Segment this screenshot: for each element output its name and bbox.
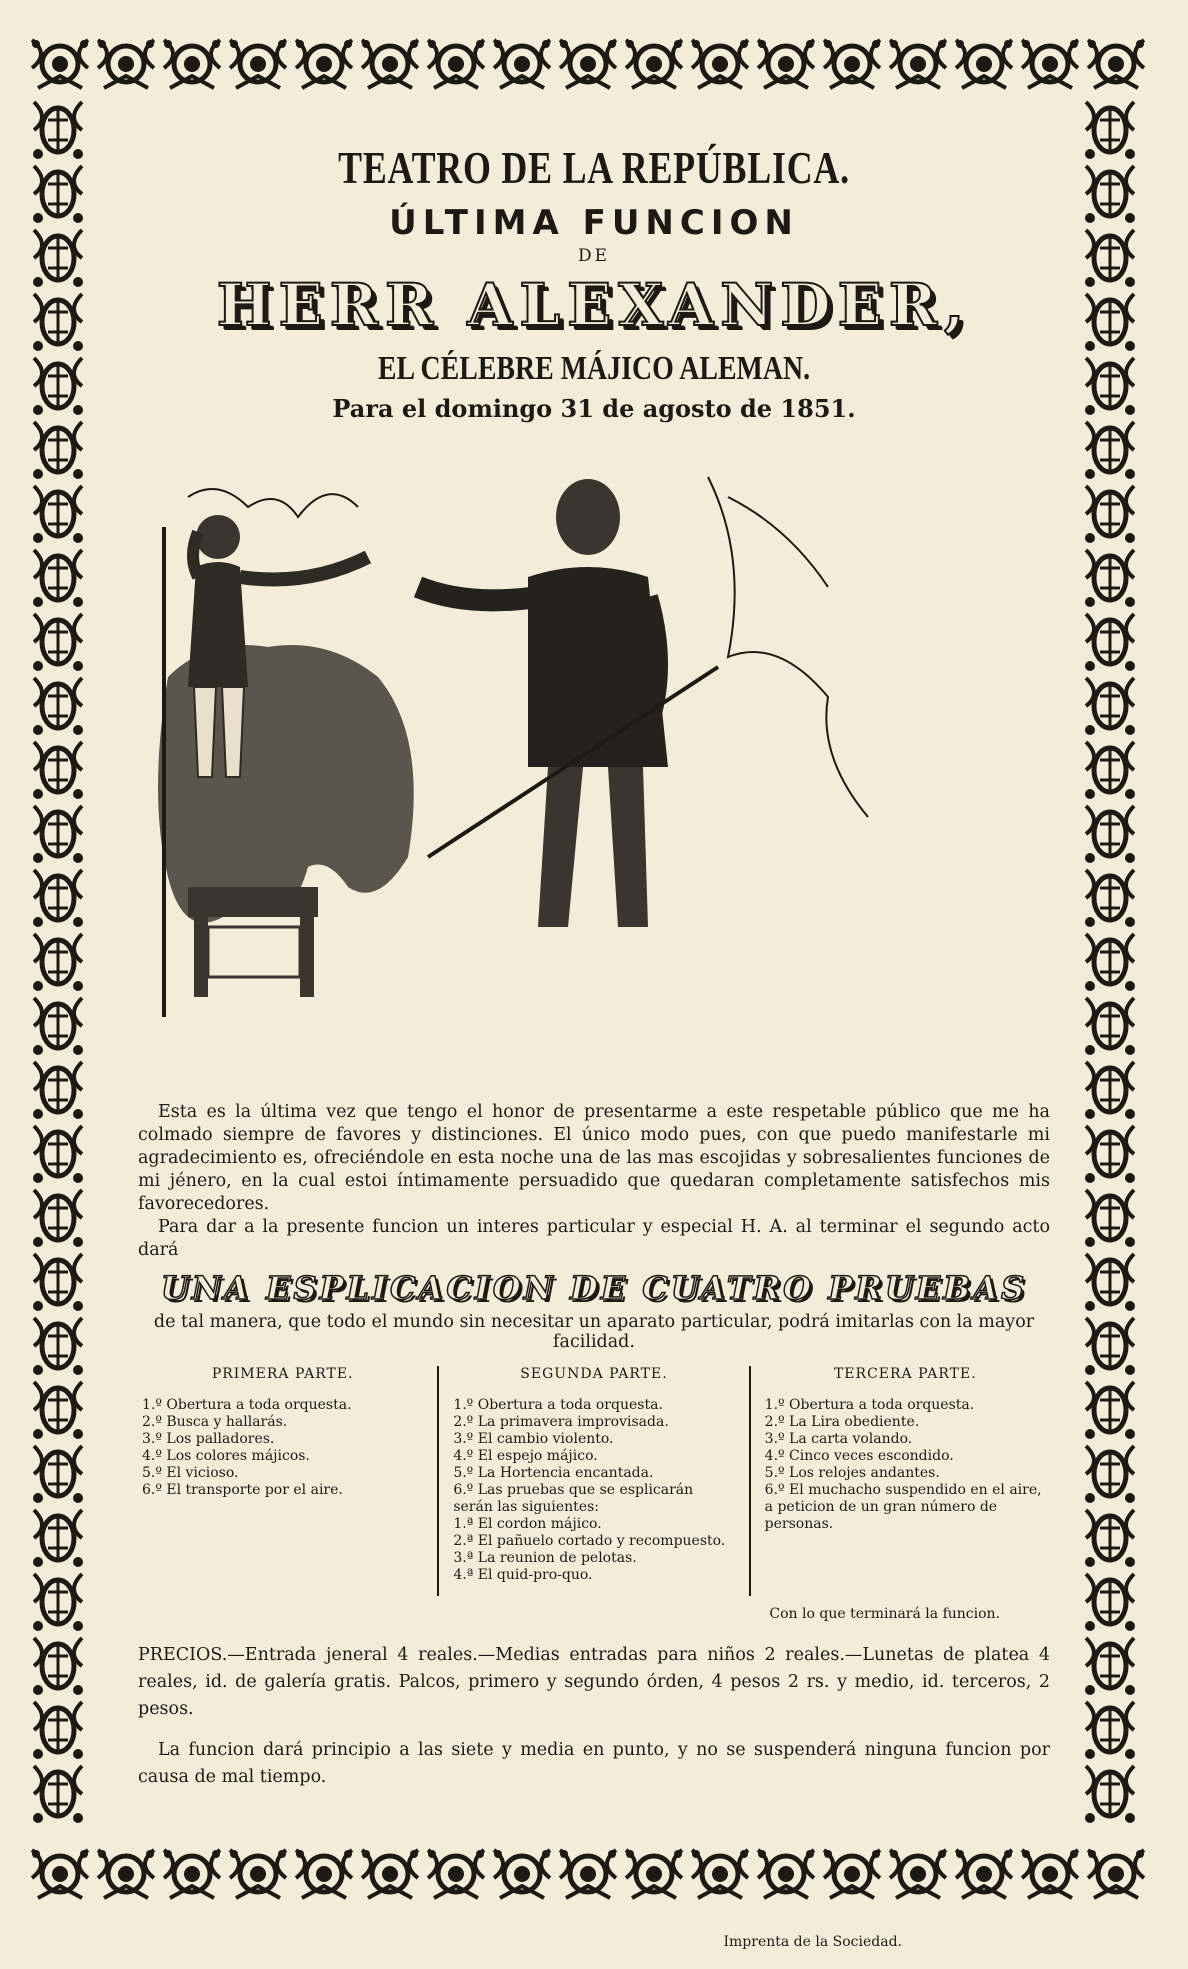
theatre-name: TEATRO DE LA REPÚBLICA. bbox=[338, 142, 850, 193]
explanation-text: de tal manera, que todo el mundo sin necesitar un aparato particular, podrá imitarlas con la mayor facilidad. bbox=[153, 1312, 1035, 1352]
explanation-heading: UNA ESPLICACION DE CUATRO PRUEBAS bbox=[160, 1269, 1028, 1307]
program-item: 3.º El cambio violento. bbox=[453, 1431, 614, 1447]
program-item: 2.º La primavera improvisada. bbox=[453, 1414, 669, 1430]
program-item: 2.ª El pañuelo cortado y recompuesto. bbox=[453, 1533, 726, 1549]
program-list bbox=[142, 1397, 423, 1499]
performer-name: HERR ALEXANDER, bbox=[216, 271, 972, 339]
program-part-heading: SEGUNDA PARTE. bbox=[520, 1366, 668, 1382]
printer-credit: Imprenta de la Sociedad. bbox=[723, 1934, 902, 1950]
program-item: 4.º Los colores májicos. bbox=[142, 1448, 310, 1464]
program-item: 3.º Los palladores. bbox=[142, 1431, 275, 1447]
program-item: 5.º Los relojes andantes. bbox=[764, 1465, 940, 1481]
program-item: 3.º La carta volando. bbox=[764, 1431, 913, 1447]
closing-note: Con lo que terminará la funcion. bbox=[769, 1606, 1000, 1622]
performer-tagline: EL CÉLEBRE MÁJICO ALEMAN. bbox=[377, 350, 811, 387]
program-columns bbox=[128, 1366, 1060, 1596]
program-item: 1.º Obertura a toda orquesta. bbox=[453, 1397, 663, 1413]
program-part-1 bbox=[128, 1366, 437, 1596]
program-part-2 bbox=[437, 1366, 748, 1596]
program-item: 4.º Cinco veces escondido. bbox=[764, 1448, 954, 1464]
magician-illustration bbox=[128, 437, 1060, 1097]
announcement bbox=[138, 1101, 1050, 1262]
program-part-heading: PRIMERA PARTE. bbox=[211, 1366, 354, 1382]
program-item: 3.ª La reunion de pelotas. bbox=[453, 1550, 637, 1566]
program-item: 4.º El espejo májico. bbox=[453, 1448, 598, 1464]
program-part-3 bbox=[749, 1366, 1060, 1596]
program-item: 6.º El muchacho suspendido en el aire, a peticion de un gran número de personas. bbox=[764, 1482, 1042, 1532]
prices: PRECIOS.—Entrada jeneral 4 reales.—Medias entradas para niños 2 reales.—Lunetas de platea 4 reales, id. de galería gratis. Palcos, primero y segundo órden, 4 pesos 2 rs. y medio, id. terceros, 2 pesos. bbox=[138, 1645, 1050, 1719]
announcement-paragraph-1: Esta es la última vez que tengo el honor de presentarme a este respetable público que me ha colmado siempre de favores y distinciones. El único modo pues, con que puedo manifestarle mi agradecimiento es, ofreciéndole en esta noche una de las mas escojidas y sobresalientes funciones de mi jénero, en la cual estoi íntimamente persuadido que quedaran completamente satisfechos mis favorecedores. bbox=[138, 1102, 1050, 1214]
program-part-heading: TERCERA PARTE. bbox=[833, 1366, 977, 1382]
program-item: 2.º Busca y hallarás. bbox=[142, 1414, 288, 1430]
announcement-paragraph-2: Para dar a la presente funcion un interes particular y especial H. A. al terminar el segundo acto dará bbox=[138, 1217, 1050, 1260]
program-item: 2.º La Lira obediente. bbox=[764, 1414, 920, 1430]
program-list bbox=[765, 1397, 1046, 1533]
last-show-heading: ÚLTIMA FUNCION bbox=[389, 203, 799, 243]
program-item: 5.º El vicioso. bbox=[142, 1465, 239, 1481]
program-item: 4.ª El quid-pro-quo. bbox=[453, 1567, 593, 1583]
start-note: La funcion dará principio a las siete y media en punto, y no se suspenderá ninguna funcion por causa de mal tiempo. bbox=[138, 1740, 1050, 1787]
show-date: Para el domingo 31 de agosto de 1851. bbox=[332, 394, 856, 423]
de-label: DE bbox=[577, 246, 611, 266]
program-item: 1.º Obertura a toda orquesta. bbox=[142, 1397, 352, 1413]
program-item: 6.º Las pruebas que se esplicarán serán las siguientes: bbox=[453, 1482, 694, 1515]
program-item: 5.º La Hortencia encantada. bbox=[453, 1465, 654, 1481]
program-item: 6.º El transporte por el aire. bbox=[142, 1482, 343, 1498]
program-item: 1.ª El cordon májico. bbox=[453, 1516, 602, 1532]
program-item: 1.º Obertura a toda orquesta. bbox=[764, 1397, 975, 1413]
program-list bbox=[453, 1397, 734, 1584]
